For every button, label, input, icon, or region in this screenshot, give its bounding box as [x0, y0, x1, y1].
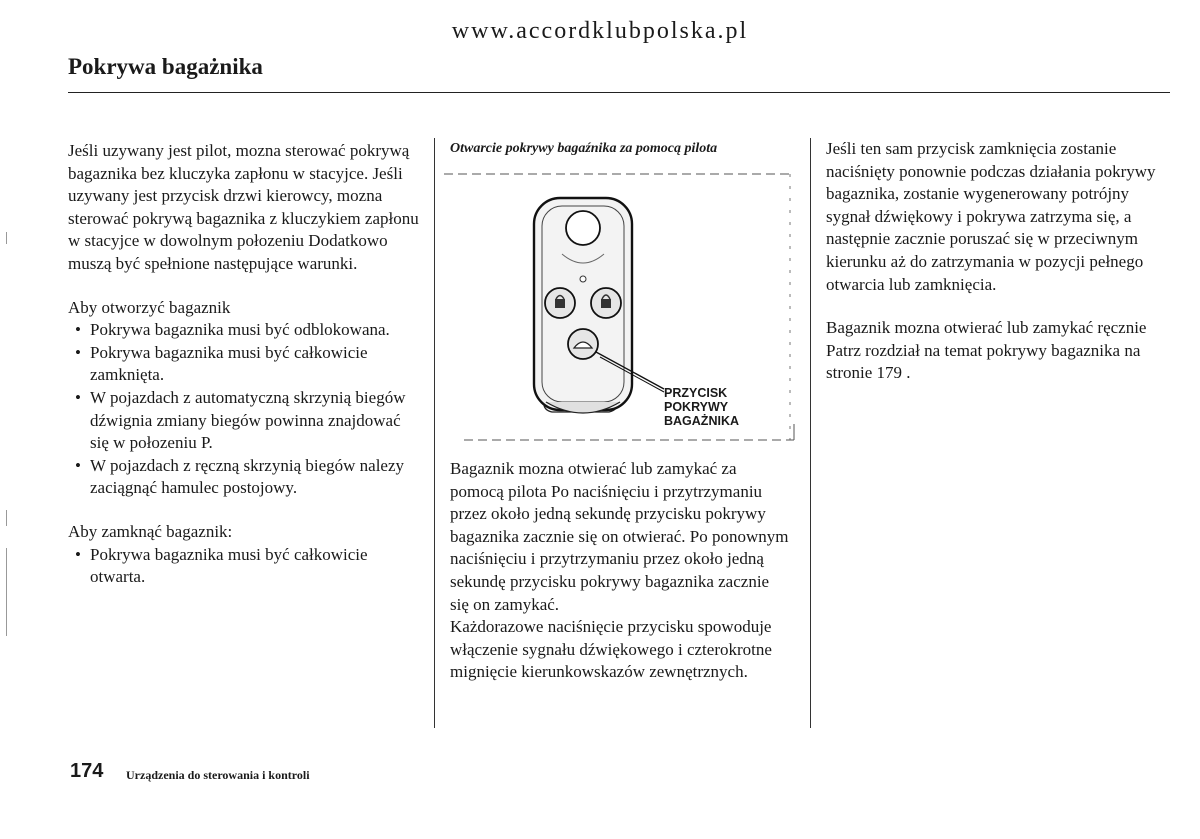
site-url: www.accordklubpolska.pl [451, 18, 749, 44]
list-item: • Pokrywa bagaznika musi być odblokowana. [68, 319, 420, 342]
column-divider [810, 138, 811, 728]
scan-mark [6, 548, 7, 636]
close-heading: Aby zamknąć bagaznik: [68, 521, 233, 541]
signal-paragraph: Każdorazowe naciśnięcie przycisku spowoduje włączenie sygnału dźwiękowego i czterokrotne mignięcie kierunkowskazów zewnętrznych. [450, 617, 772, 682]
list-item: • W pojazdach z ręczną skrzynią biegów nalezy zaciągnąć hamulec postojowy. [68, 455, 420, 500]
section-title: Urządzenia do sterowania i kontroli [126, 768, 310, 782]
open-heading: Aby otworzyć bagaznik [68, 297, 231, 317]
reverse-operation-paragraph: Jeśli ten sam przycisk zamknięcia zostanie naciśnięty ponownie podczas działania pokrywy bagaznika, zostanie wygenerowany potrójny sygnał dźwiękowy i pokrywa zatrzyma się, a następnie zacznie poruszać się w przeciwnym kierunku aż do zatrzymania w pozycji pełnego otwarcia lub zamknięcia. [826, 139, 1156, 294]
figure-caption: Otwarcie pokrywy bagaźnika za pomocą pilota [450, 141, 718, 156]
remote-operation-paragraph: Bagaznik mozna otwierać lub zamykać za pomocą pilota Po naciśnięciu i przytrzymaniu przez około jedną sekundę przycisku pokrywy bagaznika zacznie się on otwierać. Po ponownym naciśnięciu i przytrzymaniu przez około jedną sekundę przycisku pokrywy bagaznika zacznie się on zamykać. [450, 459, 789, 614]
scan-mark [6, 510, 7, 526]
title-rule [68, 92, 1170, 93]
close-conditions-list [68, 544, 420, 589]
open-conditions-list [68, 319, 420, 500]
middle-column [450, 458, 790, 684]
manual-operation-paragraph: Bagaznik mozna otwierać lub zamykać ręcznie Patrz rozdział na temat pokrywy bagaznika na stronie 179 . [826, 318, 1147, 383]
button-callout-label: PRZYCISK POKRYWY BAGAŻNIKA [664, 386, 739, 428]
right-column [826, 138, 1172, 385]
left-column [68, 140, 420, 589]
page-title: Pokrywa bagażnika [68, 54, 263, 79]
page-number: 174 [70, 760, 104, 782]
list-item: • Pokrywa bagaznika musi być całkowicie zamknięta. [68, 342, 420, 387]
list-item: • W pojazdach z automatyczną skrzynią biegów dźwignia zmiany biegów powinna znajdować się w połozeniu P. [68, 387, 420, 455]
list-item: • Pokrywa bagaznika musi być całkowicie otwarta. [68, 544, 420, 589]
scan-mark [6, 232, 7, 244]
remote-key-illustration [434, 162, 804, 448]
intro-paragraph: Jeśli uzywany jest pilot, mozna sterować pokrywą bagaznika bez kluczyka zapłonu w stacyjce. Jeśli uzywany jest przycisk drzwi kierowcy, mozna sterować pokrywą bagaznika z kluczykiem zapłonu w stacyjce w dowolnym połozeniu Dodatkowo muszą być spełnione następujące warunki. [68, 141, 419, 273]
